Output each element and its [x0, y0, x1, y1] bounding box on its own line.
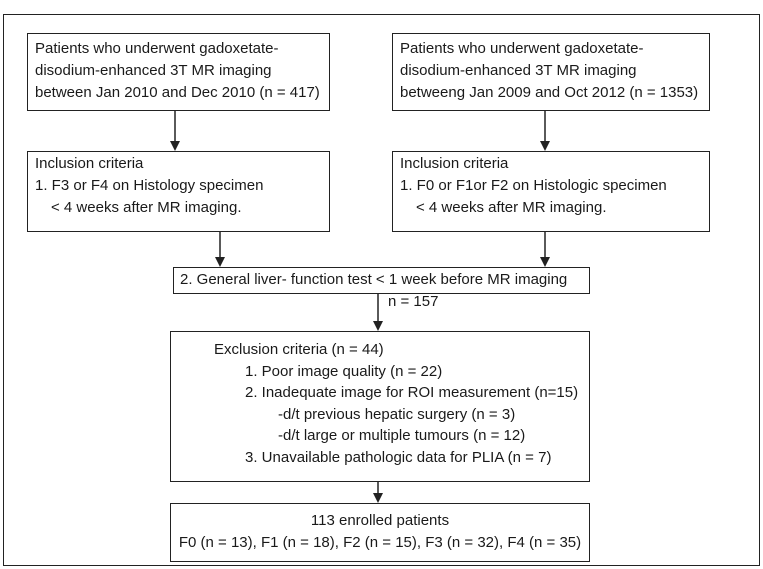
- inclusion-left-line-1: 1. F3 or F4 on Histology specimen: [35, 177, 264, 194]
- exclusion-item-2a: -d/t previous hepatic surgery (n = 3): [278, 405, 516, 423]
- exclusion-item-2: 2. Inadequate image for ROI measurement (n=15): [245, 384, 579, 401]
- source-left-line-3: between Jan 2010 and Dec 2010 (n = 417): [35, 84, 320, 101]
- source-right-line-1: Patients who underwent gadoxetate-: [400, 40, 644, 57]
- exclusion-item-3: 3. Unavailable pathologic data for PLIA (n = 7): [245, 448, 552, 466]
- enrolled-patients-box: [170, 503, 590, 562]
- general-count-label: n = 157: [388, 293, 439, 310]
- exclusion-item-2b: -d/t large or multiple tumours (n = 12): [278, 427, 526, 444]
- inclusion-right-title: Inclusion criteria: [400, 155, 509, 172]
- general-liver-function-box: [173, 267, 590, 294]
- source-right-line-3: betweeng Jan 2009 and Oct 2012 (n = 1353): [400, 84, 699, 101]
- source-right-line-2: disodium-enhanced 3T MR imaging: [400, 62, 637, 79]
- inclusion-right-line-1: 1. F0 or F1or F2 on Histologic specimen: [400, 177, 667, 194]
- exclusion-item-1: 1. Poor image quality (n = 22): [245, 362, 443, 380]
- general-liver-function-text: 2. General liver- function test < 1 week before MR imaging: [180, 271, 568, 288]
- source-left-line-1: Patients who underwent gadoxetate-: [35, 40, 279, 57]
- inclusion-left-box: [27, 151, 330, 232]
- source-left-box: [27, 33, 330, 111]
- inclusion-right-line-2: < 4 weeks after MR imaging.: [416, 199, 607, 216]
- source-right-box: [392, 33, 710, 111]
- source-left-line-2: disodium-enhanced 3T MR imaging: [35, 62, 272, 79]
- enrolled-breakdown: F0 (n = 13), F1 (n = 18), F2 (n = 15), F3 (n = 32), F4 (n = 35): [178, 534, 582, 551]
- inclusion-right-box: [392, 151, 710, 232]
- inclusion-left-line-2: < 4 weeks after MR imaging.: [51, 199, 242, 216]
- exclusion-criteria-box: [170, 331, 590, 482]
- inclusion-left-title: Inclusion criteria: [35, 155, 144, 172]
- exclusion-title: Exclusion criteria (n = 44): [214, 341, 384, 358]
- enrolled-title: 113 enrolled patients: [310, 512, 450, 529]
